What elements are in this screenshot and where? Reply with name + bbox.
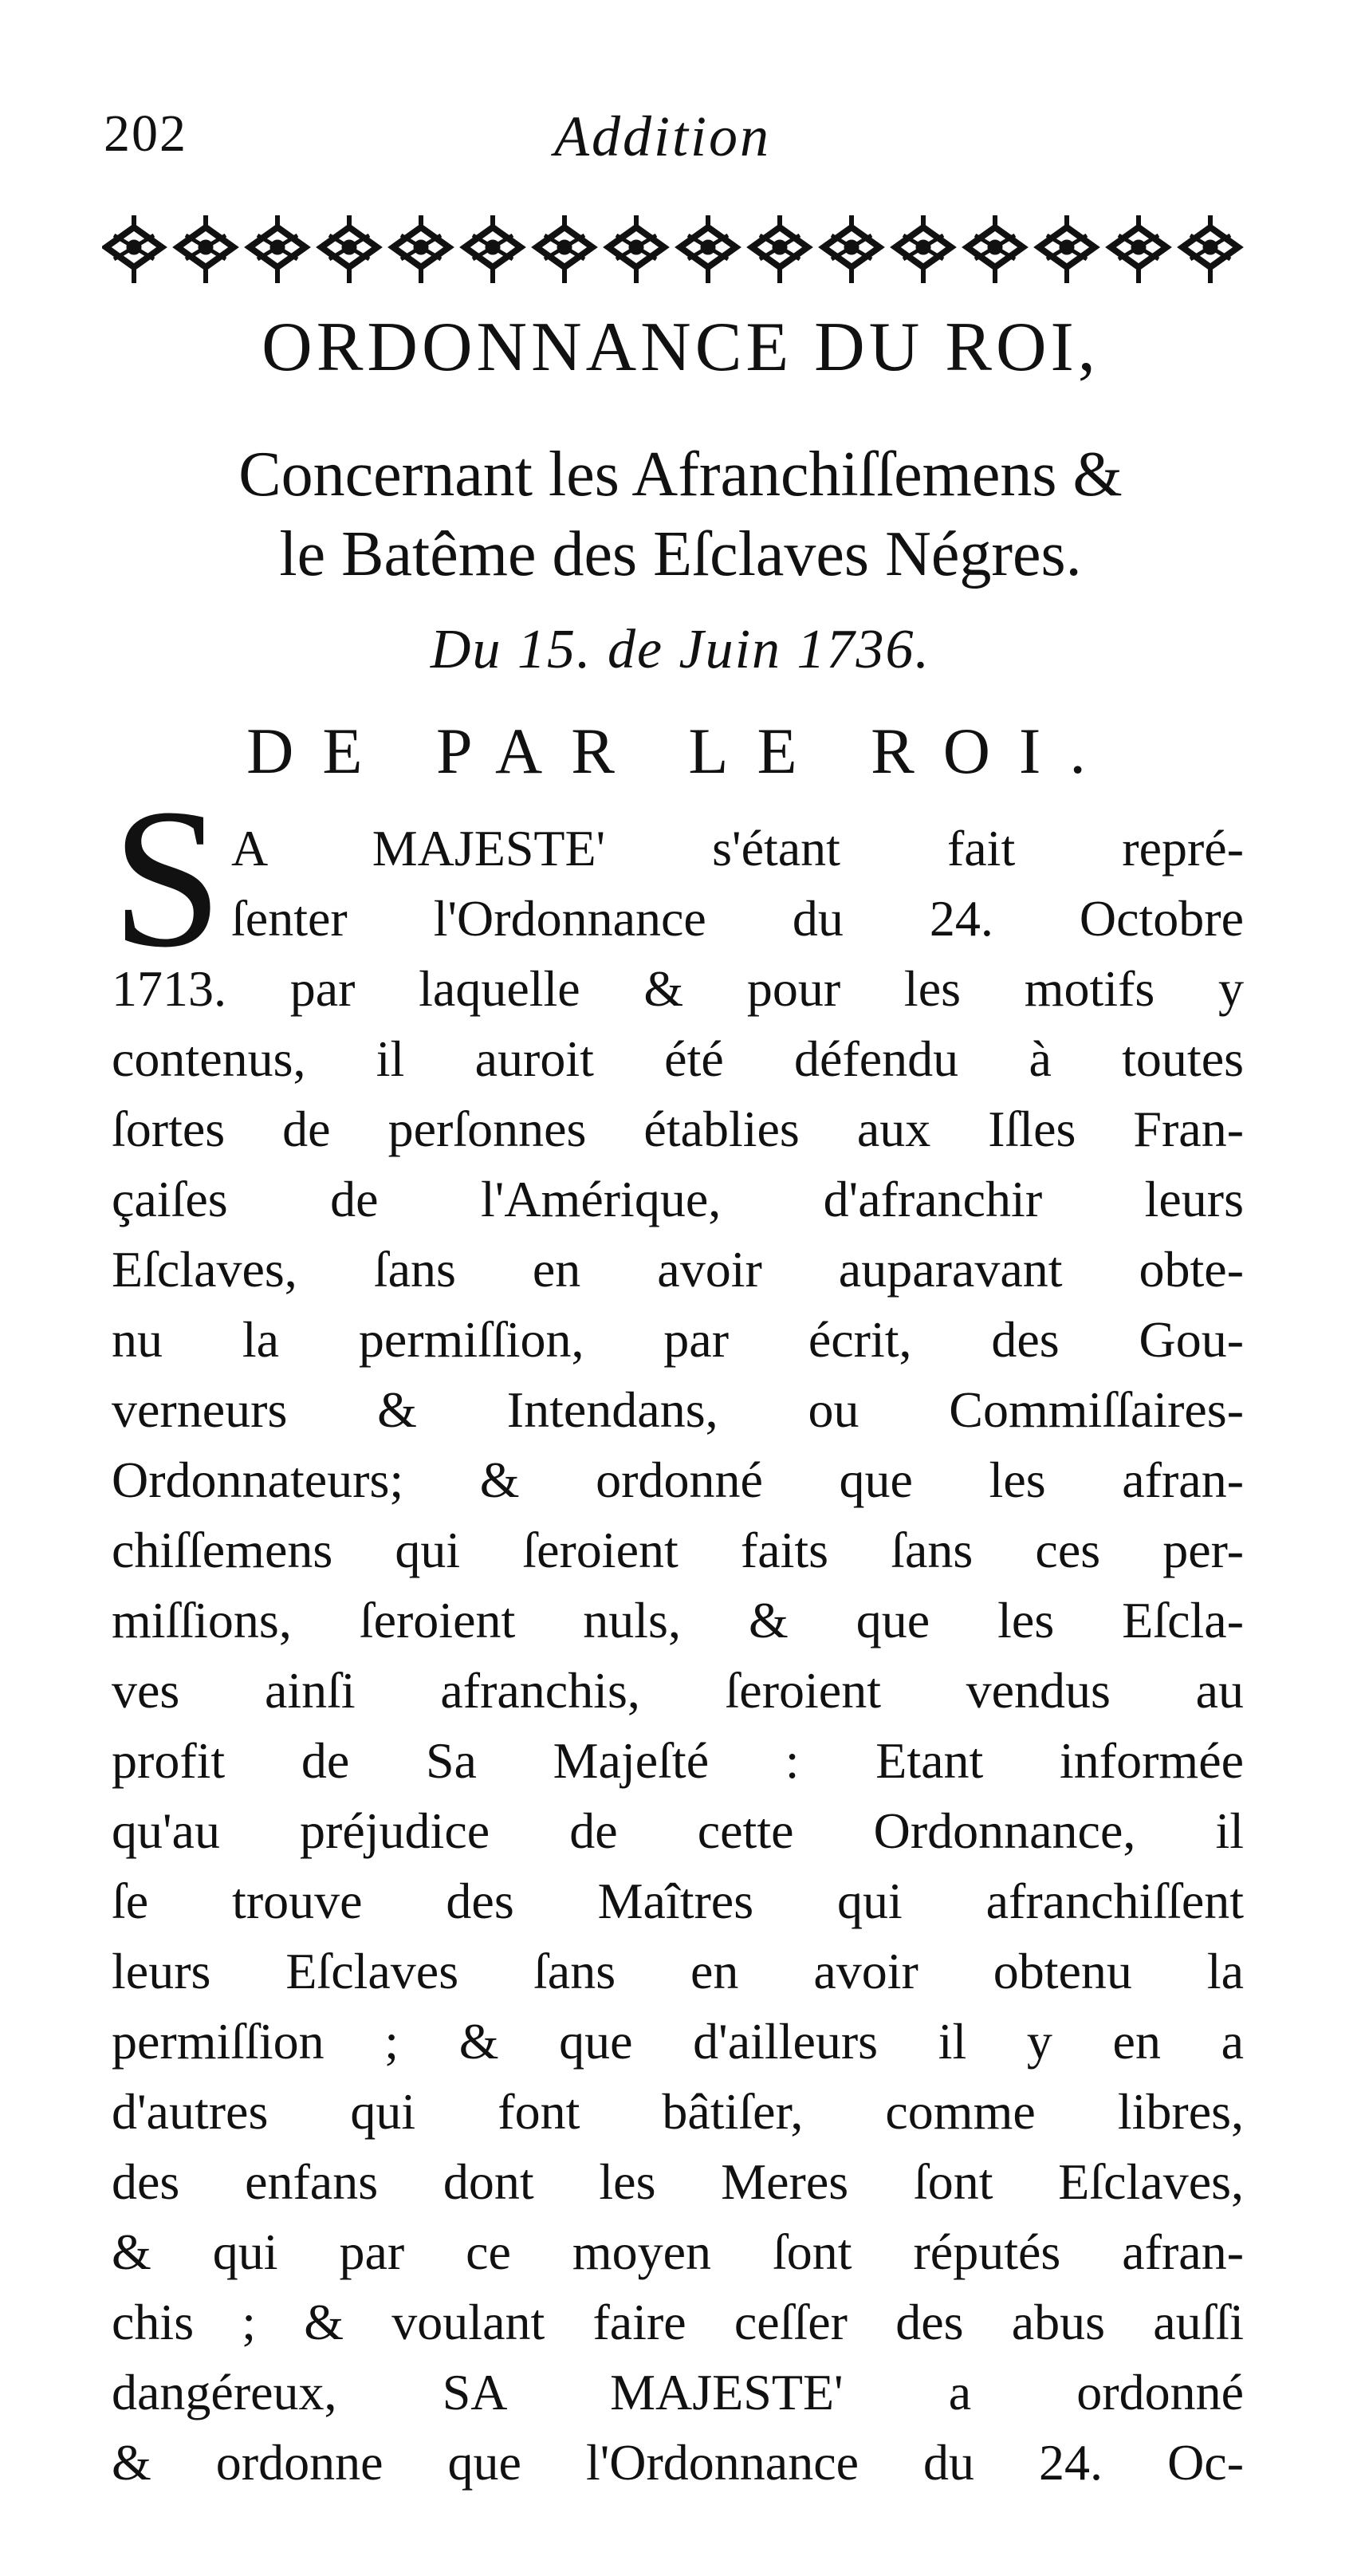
text-line: & ordonne que l'Ordonnance du 24. Oc- (112, 2434, 1244, 2491)
text-line: verneurs & Intendans, ou Commiſſaires- (112, 1381, 1244, 1438)
text-line: miſſions, ſeroient nuls, & que les Eſcla- (112, 1592, 1244, 1648)
subtitle-line: Concernant les Afranchiſſemens & (238, 439, 1123, 510)
text-line: d'autres qui font bâtiſer, comme libres, (112, 2083, 1244, 2140)
text-line: leurs Eſclaves ſans en avoir obtenu la (112, 1943, 1244, 1999)
text-line: ſe trouve des Maîtres qui afranchiſſent (112, 1873, 1244, 1929)
text-line: ſortes de perſonnes établies aux Iſles Fran- (112, 1101, 1244, 1157)
page-number: 202 (104, 104, 187, 163)
text-line: A MAJESTE' s'étant fait repré- (231, 820, 1244, 876)
proclamation-heading: DE PAR LE ROI. (246, 715, 1115, 787)
text-line: çaiſes de l'Amérique, d'afranchir leurs (112, 1171, 1244, 1227)
text-line: permiſſion ; & que d'ailleurs il y en a (112, 2013, 1244, 2070)
text-line: Ordonnateurs; & ordonné que les afran- (112, 1451, 1244, 1508)
text-line: des enfans dont les Meres ſont Eſclaves, (112, 2153, 1244, 2210)
text-line: Eſclaves, ſans en avoir auparavant obte- (112, 1241, 1244, 1298)
text-line: ſenter l'Ordonnance du 24. Octobre (231, 890, 1244, 947)
running-head: Addition (554, 104, 771, 168)
body-text (112, 768, 1244, 2498)
page-header (104, 104, 1244, 175)
drop-cap: S (112, 768, 223, 989)
decree-date: Du 15. de Juin 1736. (430, 619, 931, 680)
text-line: ves ainſi afranchis, ſeroient vendus au (112, 1662, 1244, 1719)
text-line: dangéreux, SA MAJESTE' a ordonné (112, 2364, 1244, 2420)
text-line: qu'au préjudice de cette Ordonnance, il (112, 1802, 1244, 1859)
text-line: contenus, il auroit été défendu à toutes (112, 1030, 1244, 1087)
text-line: chiſſemens qui ſeroient faits ſans ces per- (112, 1522, 1244, 1578)
ornament-band (102, 211, 1250, 287)
text-line: 1713. par laquelle & pour les motifs y (112, 960, 1244, 1017)
subtitle (0, 435, 1361, 594)
text-line: & qui par ce moyen ſont réputés afran- (112, 2223, 1244, 2280)
text-line: nu la permiſſion, par écrit, des Gou- (112, 1311, 1244, 1368)
page-title: ORDONNANCE DU ROI, (262, 309, 1099, 386)
text-line: chis ; & voulant faire ceſſer des abus auſſi (112, 2294, 1244, 2350)
text-line: profit de Sa Majeſté : Etant informée (112, 1732, 1244, 1789)
subtitle-line: le Batême des Eſclaves Négres. (279, 519, 1082, 589)
